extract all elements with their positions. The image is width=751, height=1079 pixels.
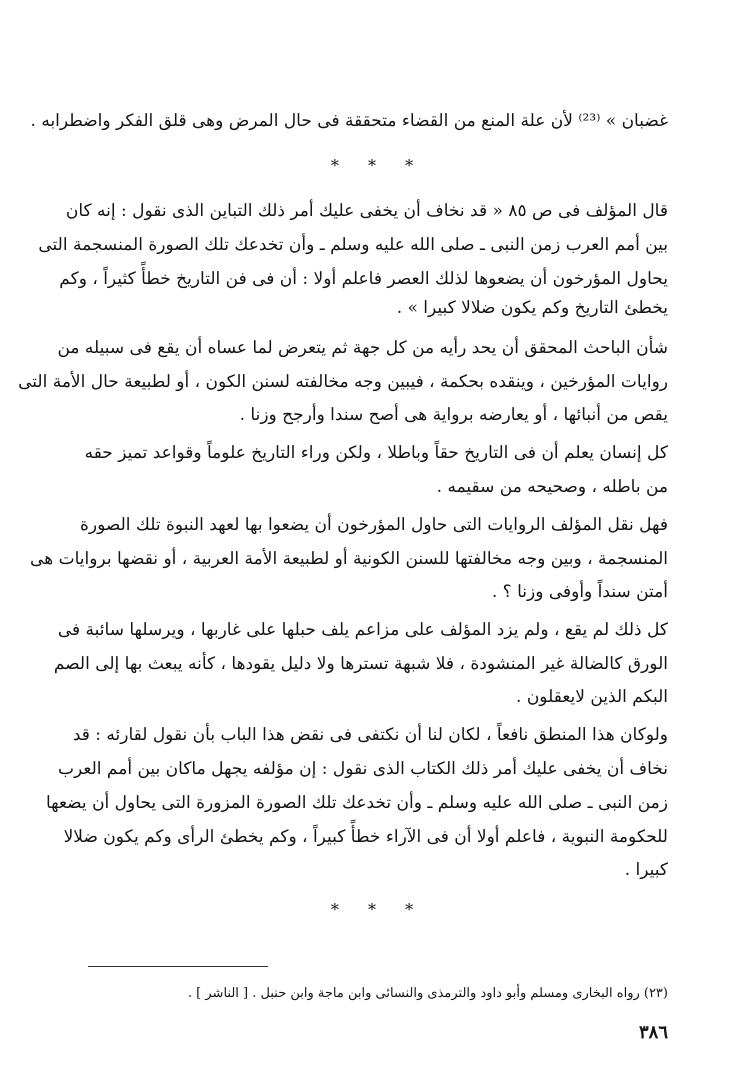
paragraph-line: يخطئ التاريخ وكم يكون ضلالا كبيرا » . bbox=[396, 298, 668, 318]
section-separator: * * * bbox=[330, 156, 426, 175]
paragraph-line: زمن النبى ـ صلى الله عليه وسلم ـ وأن تخدعك تلك الصورة المزورة التى يحاول أن يضعها bbox=[45, 793, 668, 813]
paragraph-line: المنسجمة ، وبين وجه مخالفتها للسنن الكونية أو لطبيعة الأمة العربية ، أو نقضها بروايات هى bbox=[30, 549, 668, 569]
book-page bbox=[18, 0, 668, 1079]
footnote-text: (٢٣) رواه البخارى ومسلم وأبو داود والترمذى والنسائى وابن ماجة وابن حنبل . [ الناشر ] . bbox=[187, 986, 668, 1001]
paragraph-line: ولوكان هذا المنطق نافعاً ، لكان لنا أن نكتفى فى نقض هذا الباب بأن نقول لقارئه : قد bbox=[72, 725, 668, 745]
paragraph-line: الورق كالضالة غير المنشودة ، فلا شبهة تسترها ولا دليل يقودها ، كأنه يبعث بها إلى الصم bbox=[53, 654, 668, 674]
page-number: ٣٨٦ bbox=[638, 1022, 668, 1043]
paragraph-line: غضبان » ⁽²³⁾ لأن علة المنع من القضاء متحققة فى حال المرض وهى قلق الفكر واضطرابه . bbox=[30, 111, 668, 131]
paragraph-line: بين أمم العرب زمن النبى ـ صلى الله عليه وسلم ـ وأن تخدعك تلك الصورة المنسجمة التى bbox=[38, 235, 668, 255]
paragraph-line: فهل نقل المؤلف الروايات التى حاول المؤرخون أن يضعوا بها لعهد النبوة تلك الصورة bbox=[79, 515, 668, 535]
paragraph-line: أمتن سنداً وأوفى وزنا ؟ . bbox=[491, 582, 668, 602]
paragraph-line: كبيرا . bbox=[624, 860, 668, 880]
footnote-divider bbox=[88, 966, 268, 967]
paragraph-line: كل إنسان يعلم أن فى التاريخ حقاً وباطلا ، ولكن وراء التاريخ علوماً وقواعد تميز حقه bbox=[84, 443, 668, 463]
section-separator: * * * bbox=[330, 900, 426, 919]
paragraph-line: للحكومة النبوية ، فاعلم أولا أن فى الآراء خطأً كبيراً ، وكم يخطئ الرأى وكم يكون ضلالا bbox=[63, 827, 668, 847]
paragraph-line: قال المؤلف فى ص ٨٥ « قد نخاف أن يخفى عليك أمر ذلك التباين الذى نقول : إنه كان bbox=[65, 201, 668, 221]
paragraph-line: البكم الذين لايعقلون . bbox=[516, 687, 668, 707]
paragraph-line: نخاف أن يخفى عليك أمر ذلك الكتاب الذى نقول : إن مؤلفه يجهل ماكان بين أمم العرب bbox=[58, 759, 668, 779]
paragraph-line: يقص من أنبائها ، أو يعارضه برواية هى أصح سندا وأرجح وزنا . bbox=[239, 405, 668, 425]
paragraph-line: كل ذلك لم يقع ، ولم يزد المؤلف على مزاعم يلف حبلها على غاربها ، ويرسلها سائبة فى bbox=[57, 620, 668, 640]
paragraph-line: شأن الباحث المحقق أن يحد رأيه من كل جهة ثم يتعرض لما عساه أن يقع فى سبيله من bbox=[57, 338, 668, 358]
paragraph-line: يحاول المؤرخون أن يضعوها لذلك العصر فاعلم أولا : أن فى فن التاريخ خطأً كثيراً ، وكم bbox=[59, 269, 668, 289]
paragraph-line: من باطله ، وصحيحه من سقيمه . bbox=[436, 477, 668, 497]
paragraph-line: روايات المؤرخين ، وينقده بحكمة ، فيبين وجه مخالفته لسنن الكون ، أو لطبيعة حال الأمة التى bbox=[18, 372, 668, 392]
